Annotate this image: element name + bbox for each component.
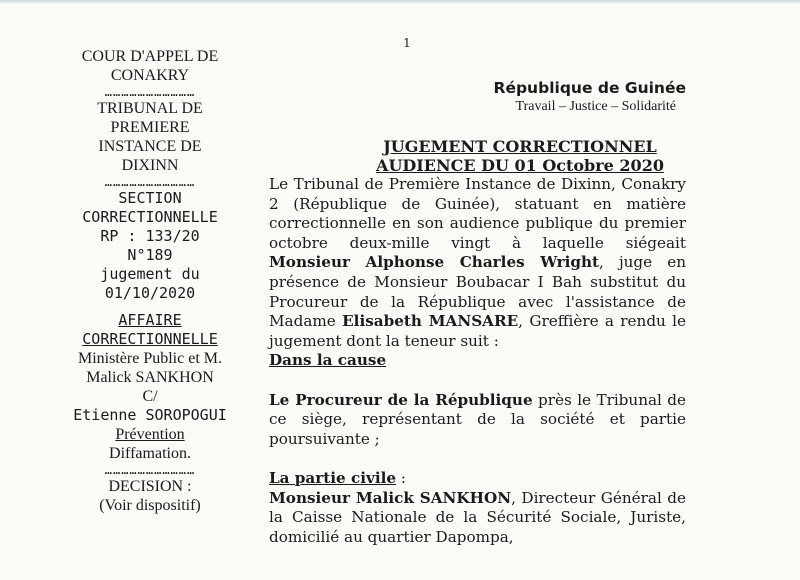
tribunal-line3: INSTANCE DE <box>98 138 202 155</box>
judgment-title: JUGEMENT CORRECTIONNEL <box>383 137 657 156</box>
tribunal-line1: TRIBUNAL DE <box>97 100 203 117</box>
intro-paragraph <box>269 175 686 351</box>
rp-number: RP : 133/20 <box>100 227 200 245</box>
dans-la-cause-heading: Dans la cause <box>269 351 387 370</box>
civil-party-text: , Directeur Général de la Caisse Nationale de la Sécurité Sociale, Juriste, domicilié au quartier Dapompa, <box>269 488 686 546</box>
intro-text-3: , Greffière a rendu le jugement dont la teneur suit : <box>269 312 686 350</box>
left-column <box>50 47 250 515</box>
case-number: N°189 <box>127 246 173 264</box>
parties-line1: Ministère Public et M. <box>78 350 222 367</box>
decision-label: DECISION : <box>108 478 192 495</box>
republic-heading: République de Guinée <box>493 79 686 97</box>
parties-line2: Malick SANKHON <box>86 369 214 386</box>
decision-value: (Voir dispositif) <box>99 497 201 514</box>
versus: C/ <box>142 388 158 405</box>
republic-motto: Travail – Justice – Solidarité <box>515 99 676 114</box>
intro-text-2: , juge en présence de Monsieur Boubacar I Bah substitut du Procureur de la République avec l'assistance de Madame <box>269 253 687 331</box>
dotted-separator: …………………………… <box>104 463 196 477</box>
prevention-value: Diffamation. <box>109 445 191 462</box>
partie-civile-heading: La partie civile <box>269 468 397 487</box>
jugement-line1: jugement du <box>100 265 200 283</box>
civil-party-paragraph <box>269 489 686 548</box>
procureur-text: près le Tribunal de ce siège, représentant de la société et partie poursuivante ; <box>269 390 686 448</box>
section-line1: SECTION <box>118 189 182 207</box>
procureur-label: Le Procureur de la République <box>269 390 533 409</box>
tribunal-line2: PREMIERE <box>110 119 190 136</box>
affaire-line1: AFFAIRE <box>118 311 182 329</box>
scan-edge <box>0 0 800 4</box>
dotted-separator: …………………………… <box>104 175 196 189</box>
defendant: Etienne SOROPOGUI <box>73 406 227 424</box>
judge-name: Monsieur Alphonse Charles Wright <box>269 253 600 272</box>
clerk-name: Elisabeth MANSARE <box>342 312 519 331</box>
hearing-date-title: AUDIENCE DU 01 Octobre 2020 <box>376 156 664 175</box>
court-line1: COUR D'APPEL DE <box>81 48 219 65</box>
page-number: 1 <box>403 36 411 50</box>
dotted-separator: …………………………… <box>104 85 196 99</box>
procureur-paragraph <box>269 391 686 450</box>
tribunal-line4: DIXINN <box>121 157 179 174</box>
section-line2: CORRECTIONNELLE <box>82 208 218 226</box>
affaire-line2: CORRECTIONNELLE <box>82 330 218 348</box>
prevention-label: Prévention <box>115 426 185 443</box>
intro-text: Le Tribunal de Première Instance de Dixinn, Conakry 2 (République de Guinée), statuant en matière correctionnelle en son audience publique du premier octobre deux-mille vingt à laquelle siégeait <box>269 175 686 252</box>
judgment-body <box>269 175 686 547</box>
jugement-date: 01/10/2020 <box>104 284 196 302</box>
partie-civile-colon: : <box>396 468 407 487</box>
civil-party-name: Monsieur Malick SANKHON <box>269 488 512 507</box>
court-line2: CONAKRY <box>110 67 190 84</box>
